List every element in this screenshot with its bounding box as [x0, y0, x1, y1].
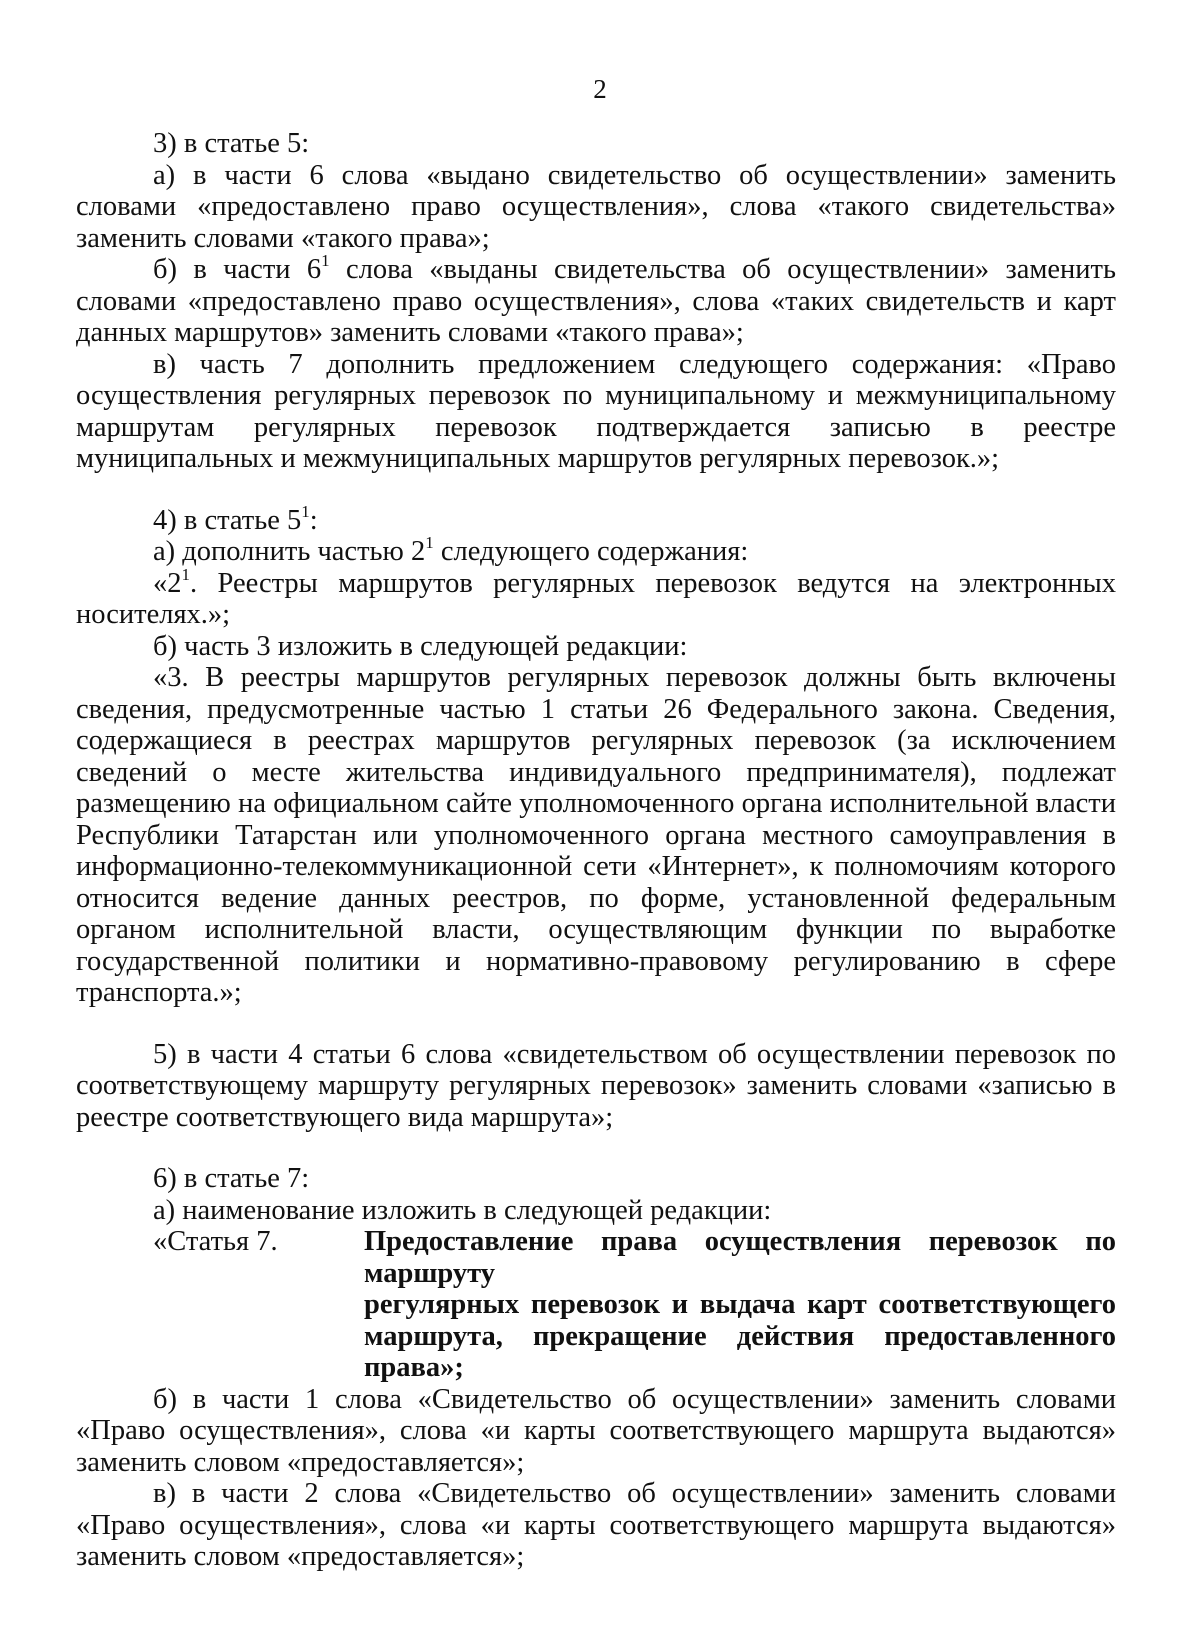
item4-a-rest: следующего содержания:: [433, 536, 749, 567]
quote-rest: . Реестры маршрутов регулярных перевозок ведутся на электронных носителях.»;: [76, 567, 1116, 630]
article-7-title: [364, 1226, 1116, 1384]
item3-b-paragraph: [76, 251, 1116, 349]
article-7-title-line: маршрута, прекращение действия предоставленного права»;: [364, 1320, 1116, 1383]
item5-paragraph: 5) в части 4 статьи 6 слова «свидетельством об осуществлении перевозок по соответствующему маршруту регулярных перевозок» заменить словами «записью в реестре соответствующего вида маршрута»;: [76, 1038, 1116, 1133]
superscript: 1: [301, 501, 310, 521]
superscript: 1: [181, 564, 190, 584]
item4-heading-colon: :: [309, 504, 318, 536]
article-7-title-line: Предоставление права осуществления перевозок по маршруту: [364, 1226, 1116, 1289]
item4-quote-2-1: [76, 564, 1116, 631]
item4-a-start: а) дополнить частью 2: [153, 536, 426, 567]
item4-b-paragraph: б) часть 3 изложить в следующей редакции:: [153, 630, 688, 662]
item6-v-paragraph: в) в части 2 слова «Свидетельство об осуществлении» заменить словами «Право осуществления», слова «и карты соответствующего маршрута выдаются» заменить словом «предоставляется»;: [76, 1478, 1116, 1572]
item6-a-paragraph: а) наименование изложить в следующей редакции:: [153, 1194, 772, 1226]
item4-heading-text: 4) в статье 5: [153, 504, 302, 536]
item4-quote-3: «3. В реестры маршрутов регулярных перевозок должны быть включены сведения, предусмотренные частью 1 статьи 26 Федерального закона. Сведения, содержащиеся в реестрах маршрутов регулярных перевозок (за исключением сведений о месте жительства индивидуального предпринимателя), подлежат размещению на официальном сайте уполномоченного органа исполнительной власти Республики Татарстан или уполномоченного органа местного самоуправления в информационно-телекоммуникационной сети «Интернет», к полномочиям которого относится ведение данных реестров, по форме, установленной федеральным органом исполнительной власти, осуществляющим функции по выработке государственной политики и нормативно-правовому регулированию в сфере транспорта.»;: [76, 662, 1116, 1008]
article-7-label: «Статья 7.: [153, 1226, 278, 1257]
superscript: 1: [321, 251, 330, 270]
item3-heading: 3) в статье 5:: [153, 128, 310, 159]
item4-a-paragraph: [76, 533, 1116, 568]
page-number: 2: [593, 74, 607, 104]
article-7-title-block: [76, 1226, 1116, 1384]
document-body: [76, 128, 1116, 1573]
article-7-title-line: регулярных перевозок и выдача карт соответствующего: [364, 1289, 1116, 1320]
item4-heading: [76, 501, 1116, 537]
item3-b-rest: слова «выданы свидетельства об осуществлении» заменить словами «предоставлено право осуществления», слова «таких свидетельств и карт данных маршрутов» заменить словами «такого права»;: [76, 254, 1116, 348]
superscript: 1: [425, 533, 434, 552]
item3-b-start: б) в части 6: [153, 254, 322, 285]
item3-v-paragraph: в) часть 7 дополнить предложением следующего содержания: «Право осуществления регулярных перевозок по муниципальному и межмуниципальному маршрутам регулярных перевозок подтверждается записью в реестре муниципальных и межмуниципальных маршрутов регулярных перевозок.»;: [76, 348, 1116, 474]
item3-a-paragraph: а) в части 6 слова «выдано свидетельство об осуществлении» заменить словами «предоставлено право осуществления», слова «такого свидетельства» заменить словами «такого права»;: [76, 159, 1116, 254]
quote-start: «2: [153, 567, 182, 599]
item6-heading: 6) в статье 7:: [153, 1163, 310, 1194]
item6-b-paragraph: б) в части 1 слова «Свидетельство об осуществлении» заменить словами «Право осуществления», слова «и карты соответствующего маршрута выдаются» заменить словом «предоставляется»;: [76, 1383, 1116, 1478]
